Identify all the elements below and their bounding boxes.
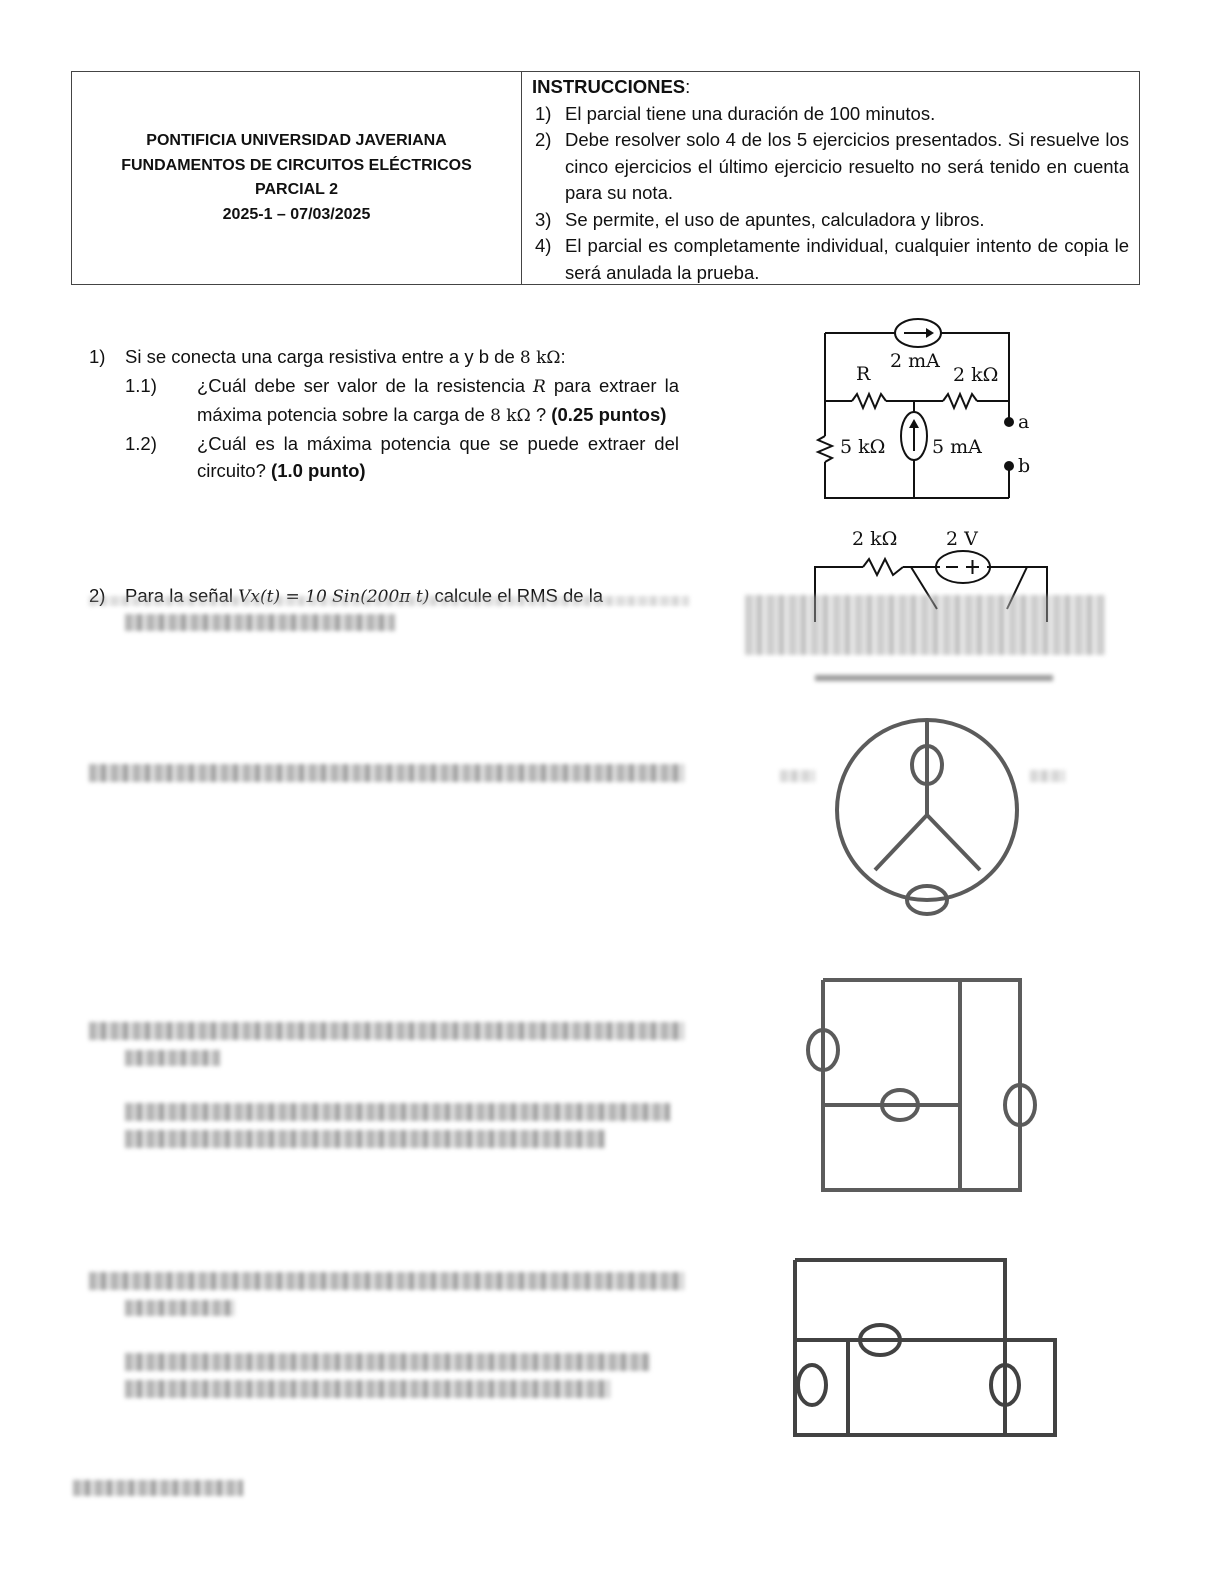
question-text: calcule el RMS de la (429, 585, 604, 606)
instruction-text: Se permite, el uso de apuntes, calculadora y libros. (565, 208, 985, 230)
redacted-question-4 (125, 1130, 605, 1148)
question-text: ? (530, 404, 552, 425)
instructions-title: INSTRUCCIONES (532, 76, 686, 97)
course-name: FUNDAMENTOS DE CIRCUITOS ELÉCTRICOS (121, 156, 472, 174)
instruction-number: 1) (535, 102, 552, 124)
instruction-item (532, 101, 1129, 128)
redacted-question-4 (89, 1022, 684, 1040)
question-text: : (560, 346, 566, 367)
instructions-heading (532, 74, 1129, 101)
question-text: ¿Cuál es la máxima potencia que se puede extraer del circuito? (197, 433, 679, 481)
instruction-item (532, 127, 1129, 207)
redacted-label (1030, 770, 1065, 782)
question-number: 2) (89, 585, 106, 606)
question-1-1 (125, 372, 679, 430)
label-5k: 5 kΩ (840, 436, 886, 458)
instruction-item (532, 207, 1129, 234)
variable-r: R (533, 377, 546, 397)
label-2v: 2 V (946, 528, 978, 550)
resistor-r (852, 394, 886, 408)
label-terminal-b: b (1018, 455, 1031, 477)
question-1 (89, 343, 679, 484)
instructions-list (532, 101, 1129, 287)
label-2k: 2 kΩ (852, 528, 898, 550)
redacted-text (89, 596, 689, 606)
redacted-circuit (745, 595, 1105, 655)
instruction-number: 4) (535, 235, 552, 256)
redacted-question-3 (89, 764, 684, 782)
question-text: Si se conecta una carga resistiva entre a y b de (125, 346, 520, 367)
circuit-4-diagram (770, 965, 1080, 1195)
redacted-question-5 (125, 1300, 235, 1316)
label-r: R (856, 363, 871, 385)
question-1-2 (125, 430, 679, 484)
question-text: ¿Cuál debe ser valor de la resistencia (197, 375, 534, 396)
institution-name: PONTIFICIA UNIVERSIDAD JAVERIANA (146, 132, 447, 149)
points-label: (0.25 puntos) (551, 404, 667, 425)
load-value: 8 kΩ (519, 348, 561, 368)
exam-date: 2025-1 – 07/03/2025 (222, 205, 371, 223)
header-table (71, 71, 1140, 285)
points-label: (1.0 punto) (271, 460, 366, 481)
question-number: 1) (89, 346, 106, 367)
redacted-question-5 (125, 1380, 610, 1398)
circuit-5-diagram (750, 1240, 1110, 1445)
question-text: para extraer la máxima potencia sobre la carga de (197, 375, 679, 425)
subquestion-number: 1.1) (125, 375, 157, 396)
circuit-3-diagram (830, 705, 1025, 935)
signal-expression: Vx(t) = 10 Sin(200π t) (238, 587, 430, 607)
circuit-1-diagram (808, 312, 1048, 507)
label-2k: 2 kΩ (953, 364, 999, 386)
question-1-text (125, 343, 566, 372)
label-2ma: 2 mA (890, 350, 940, 372)
resistor-2k (943, 394, 977, 408)
subquestion-text (197, 430, 679, 484)
instructions-colon: : (685, 76, 691, 97)
instruction-number: 3) (535, 208, 552, 230)
question-1-stem (89, 343, 679, 372)
label-5ma: 5 mA (932, 436, 982, 458)
instruction-text: El parcial tiene una duración de 100 minutos. (565, 102, 936, 124)
redacted-question-4 (125, 1103, 670, 1121)
label-terminal-a: a (1018, 411, 1030, 433)
load-value: 8 kΩ (490, 406, 531, 426)
exam-name: PARCIAL 2 (255, 181, 338, 198)
resistor-2k (863, 559, 903, 575)
redacted-text (125, 614, 395, 631)
instruction-item (532, 233, 1129, 286)
voltage-source-2v (936, 551, 990, 583)
subquestion-number: 1.2) (125, 433, 157, 454)
redacted-question-5 (125, 1353, 650, 1371)
redacted-question-5 (89, 1272, 684, 1290)
instruction-text: Debe resolver solo 4 de los 5 ejercicios presentados. Si resuelve los cinco ejercicios el último ejercicio resuelto no será tenido en cuenta para su nota. (565, 129, 1129, 203)
question-text: Para la señal (125, 585, 239, 606)
instruction-number: 2) (535, 129, 552, 150)
redacted-footer-signature (73, 1480, 243, 1496)
instructions-block (522, 72, 1139, 284)
redacted-circuit-wire (815, 675, 1053, 681)
resistor-5k (818, 436, 832, 462)
subquestion-text (197, 372, 679, 430)
instruction-text: El parcial es completamente individual, cualquier intento de copia le será anulada la prueba. (565, 235, 1129, 283)
redacted-label (780, 770, 815, 782)
redacted-question-4 (125, 1050, 220, 1066)
header-title-block (72, 72, 522, 284)
